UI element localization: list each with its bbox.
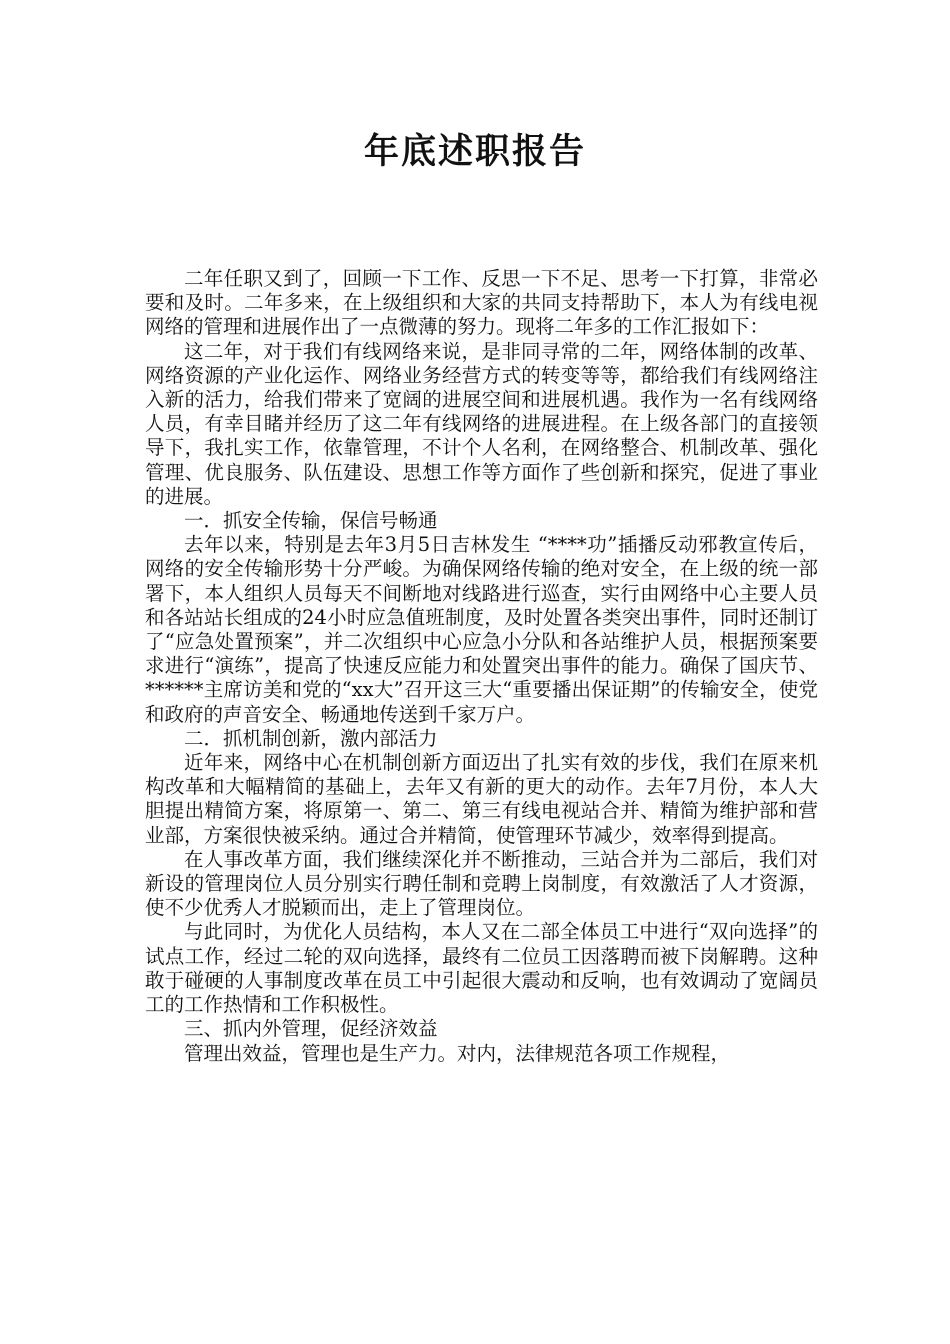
paragraph-intro: 二年任职又到了，回顾一下工作、反思一下不足、思考一下打算，非常必要和及时。二年多来，在上级组织和大家的共同支持帮助下，本人为有线电视网络的管理和进展作出了一点微薄的努力。现将二年多的工作汇报如下： [145, 267, 818, 339]
section-heading-safety: 一．抓安全传输，保信号畅通 [184, 509, 438, 533]
section-heading-management: 三、抓内外管理，促经济效益 [184, 1017, 438, 1041]
paragraph-background: 这二年，对于我们有线网络来说，是非同寻常的二年，网络体制的改革、网络资源的产业化运作、网络业务经营方式的转变等等，都给我们有线网络注入新的活力，给我们带来了宽阔的进展空间和进展机遇。我作为一名有线网络人员，有幸目睹并经历了这二年有线网络的进展进程。在上级各部门的直接领导下，我扎实工作，依靠管理，不计个人名利，在网络整合、机制改革、强化管理、优良服务、队伍建设、思想工作等方面作了些创新和探究，促进了事业的进展。 [145, 339, 818, 508]
document-body [145, 267, 818, 1066]
paragraph-mechanism: 近年来，网络中心在机制创新方面迈出了扎实有效的步伐，我们在原来机构改革和大幅精简的基础上，去年又有新的更大的动作。去年7月份，本人大胆提出精简方案，将原第一、第二、第三有线电视站合并、精简为维护部和营业部，方案很快被采纳。通过合并精简，使管理环节减少，效率得到提高。 [145, 751, 818, 847]
paragraph-two-way-selection: 与此同时，为优化人员结构，本人又在二部全体员工中进行“双向选择”的试点工作，经过二轮的双向选择，最终有二位员工因落聘而被下岗解聘。这种敢于碰硬的人事制度改革在员工中引起很大震动和反响，也有效调动了宽阔员工的工作热情和工作积极性。 [145, 920, 818, 1017]
section-heading-mechanism: 二．抓机制创新，激内部活力 [184, 726, 438, 750]
paragraph-safety: 去年以来，特别是去年3月5日吉林发生 “****功”插播反动邪教宣传后，网络的安全传输形势十分严峻。为确保网络传输的绝对安全，在上级的统一部署下，本人组织人员每天不间断地对线路进行巡查，实行由网络中心主要人员和各站站长组成的24小时应急值班制度，及时处置各类突出事件，同时还制订了“应急处置预案”，并二次组织中心应急小分队和各站维护人员，根据预案要求进行“演练”，提高了快速反应能力和处置突出事件的能力。确保了国庆节、******主席访美和党的“xx大”召开这三大“重要播出保证期”的传输安全，使党和政府的声音安全、畅通地传送到千家万户。 [145, 533, 818, 726]
document-title: 年底述职报告 [363, 132, 586, 172]
paragraph-personnel-reform: 在人事改革方面，我们继续深化并不断推动，三站合并为二部后，我们对新设的管理岗位人员分别实行聘任制和竞聘上岗制度，有效激活了人才资源，使不少优秀人才脱颖而出，走上了管理岗位。 [145, 847, 818, 920]
paragraph-management: 管理出效益，管理也是生产力。对内，法律规范各项工作规程， [184, 1041, 731, 1065]
